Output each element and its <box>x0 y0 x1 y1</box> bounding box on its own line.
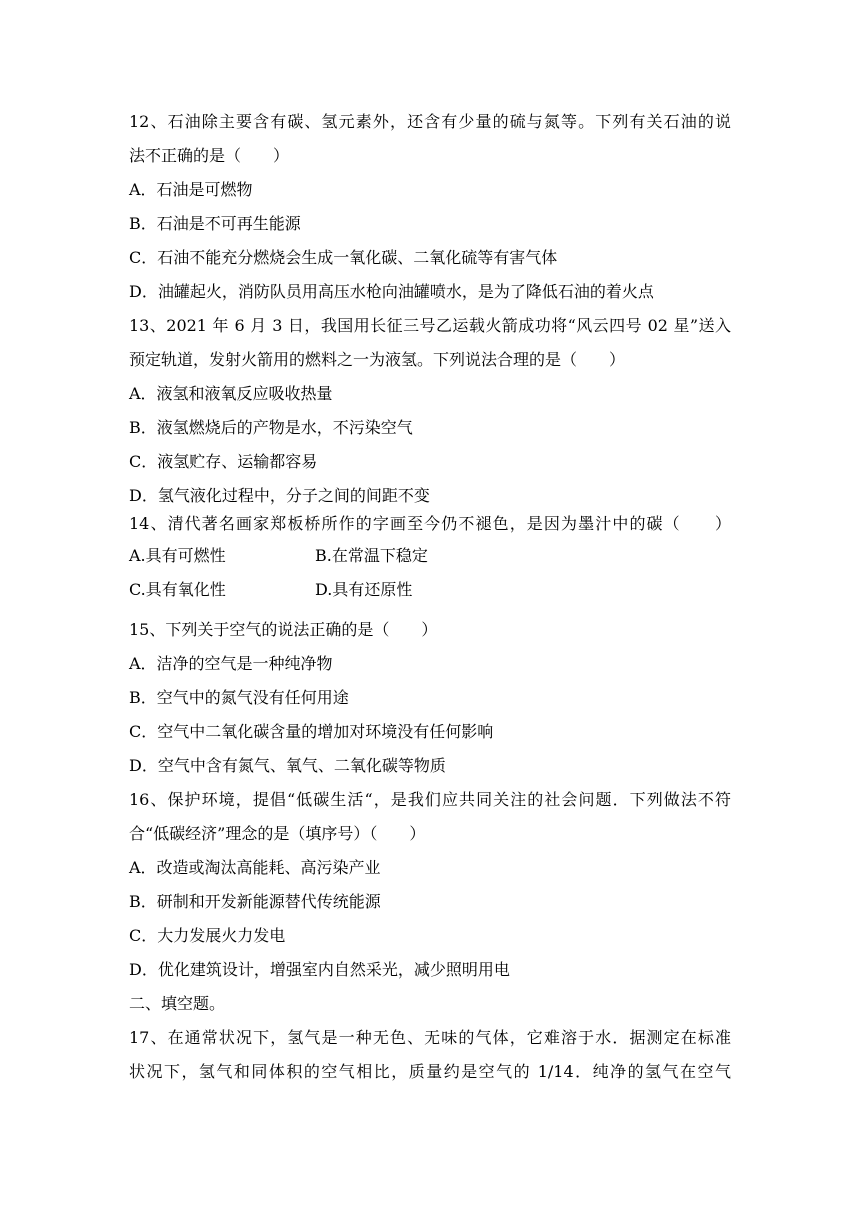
q15-option-d: D．空气中含有氮气、氧气、二氧化碳等物质 <box>129 756 446 775</box>
section-title-fill-in: 二、填空题。 <box>129 994 226 1013</box>
q14-option-c: C.具有氧化性 <box>129 580 226 599</box>
q13-stem-line1: 13、2021 年 6 月 3 日，我国用长征三号乙运载火箭成功将“风云四号 02 星”送入 <box>129 316 731 335</box>
q12-option-d: D．油罐起火，消防队员用高压水枪向油罐喷水，是为了降低石油的着火点 <box>129 282 654 301</box>
q13-option-c: C．液氢贮存、运输都容易 <box>129 452 318 471</box>
q16-option-a: A．改造或淘汰高能耗、高污染产业 <box>129 858 381 877</box>
q16-option-c: C．大力发展火力发电 <box>129 926 286 945</box>
q13-option-a: A．液氢和液氧反应吸收热量 <box>129 384 333 403</box>
q15-option-c: C．空气中二氧化碳含量的增加对环境没有任何影响 <box>129 722 494 741</box>
q17-stem-line1: 17、在通常状况下，氢气是一种无色、无味的气体，它难溶于水．据测定在标准 <box>129 1028 731 1047</box>
q14-option-d: D.具有还原性 <box>315 580 413 599</box>
q12-stem-line2: 法不正确的是（ ） <box>129 146 290 165</box>
q14-option-a: A.具有可燃性 <box>129 546 226 565</box>
q15-option-a: A．洁净的空气是一种纯净物 <box>129 654 333 673</box>
q14-option-b: B.在常温下稳定 <box>315 546 428 565</box>
q15-option-b: B．空气中的氮气没有任何用途 <box>129 688 349 707</box>
q15-stem-line1: 15、下列关于空气的说法正确的是（ ） <box>129 620 438 639</box>
q12-stem-line1: 12、石油除主要含有碳、氢元素外，还含有少量的硫与氮等。下列有关石油的说 <box>129 112 731 131</box>
q13-stem-line2: 预定轨道，发射火箭用的燃料之一为液氢。下列说法合理的是（ ） <box>129 350 626 369</box>
q12-option-a: A．石油是可燃物 <box>129 180 253 199</box>
q12-option-b: B．石油是不可再生能源 <box>129 214 301 233</box>
q17-stem-line2: 状况下，氢气和同体积的空气相比，质量约是空气的 1/14．纯净的氢气在空气 <box>129 1062 731 1081</box>
q13-option-d: D．氢气液化过程中，分子之间的间距不变 <box>129 486 430 505</box>
q16-option-d: D．优化建筑设计，增强室内自然采光，减少照明用电 <box>129 960 510 979</box>
q12-option-c: C．石油不能充分燃烧会生成一氧化碳、二氧化硫等有害气体 <box>129 248 558 267</box>
q16-stem-line1: 16、保护环境，提倡“低碳生活“，是我们应共同关注的社会问题．下列做法不符 <box>129 790 731 809</box>
q16-stem-line2: 合“低碳经济”理念的是（填序号）（ ） <box>129 824 426 843</box>
q13-option-b: B．液氢燃烧后的产物是水，不污染空气 <box>129 418 413 437</box>
q14-stem-line1: 14、清代著名画家郑板桥所作的字画至今仍不褪色，是因为墨汁中的碳（ ） <box>129 514 731 533</box>
q16-option-b: B．研制和开发新能源替代传统能源 <box>129 892 381 911</box>
